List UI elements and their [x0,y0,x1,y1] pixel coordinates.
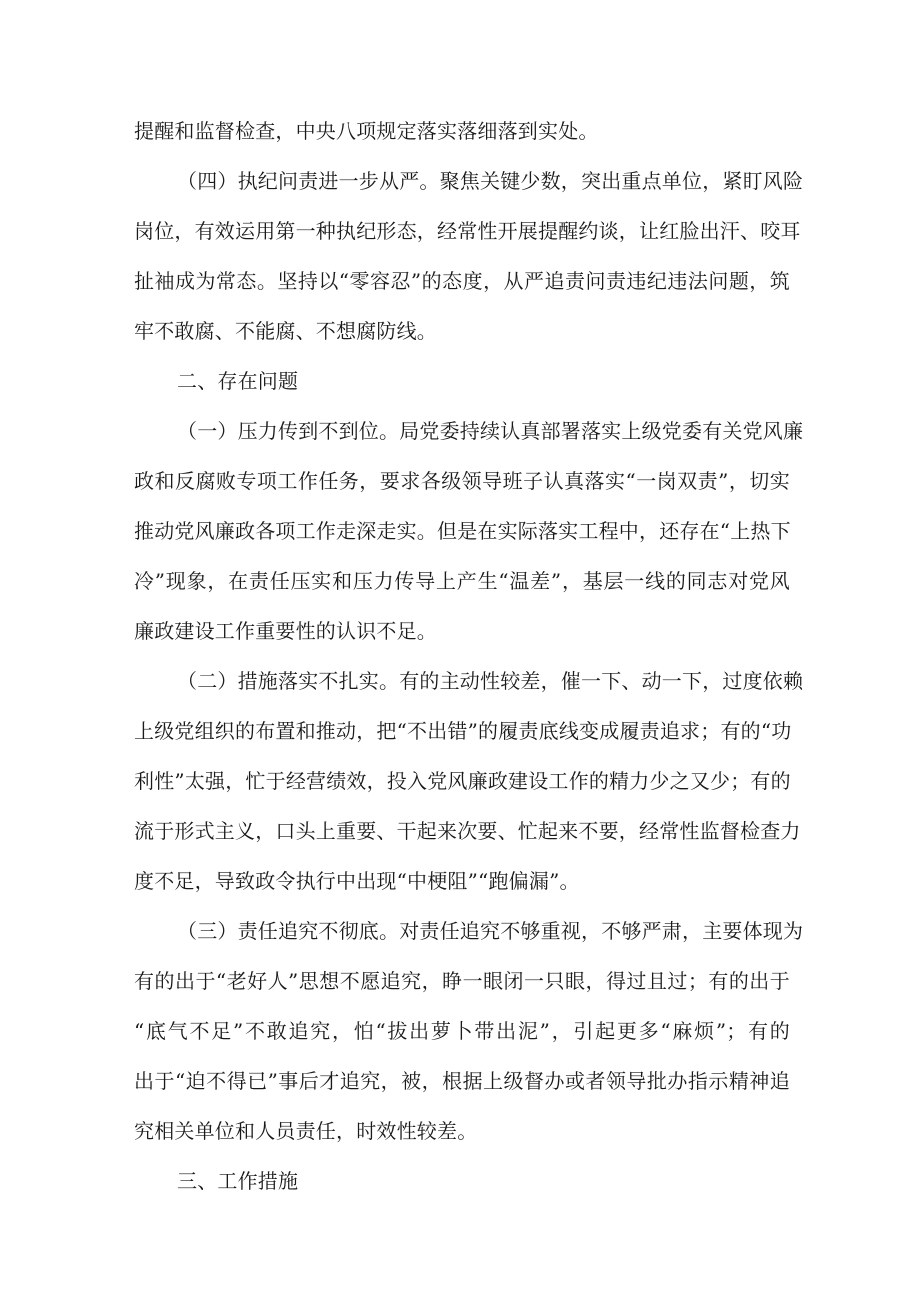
paragraph-line: 利性”太强，忙于经营绩效，投入党风廉政建设工作的精力少之又少；有的 [134,769,791,793]
paragraph-line: 度不足，导致政令执行中出现“中梗阻”“跑偏漏”。 [134,869,580,893]
paragraph-line: 究相关单位和人员责任，时效性较差。 [134,1119,478,1143]
paragraph-line: 扯袖成为常态。坚持以“零容忍”的态度，从严追责问责违纪违法问题，筑 [134,269,790,293]
paragraph-line: 提醒和监督检查，中央八项规定落实落细落到实处。 [134,119,599,143]
paragraph-line: （二）措施落实不扎实。有的主动性较差，催一下、动一下，过度依赖 [177,669,804,693]
paragraph-line: 冷”现象，在责任压实和压力传导上产生“温差”，基层一线的同志对党风 [134,569,790,593]
paragraph-line: 政和反腐败专项工作任务，要求各级领导班子认真落实“一岗双责”，切实 [134,469,790,493]
paragraph-line: 上级党组织的布置和推动，把“不出错”的履责底线变成履责追求；有的“功 [134,719,792,743]
section-heading: 三、工作措施 [177,1169,299,1193]
paragraph-line: 出于“迫不得已”事后才追究，被，根据上级督办或者领导批办指示精神追 [134,1069,790,1093]
paragraph-line: 牢不敢腐、不能腐、不想腐防线。 [134,319,437,343]
paragraph-line: 流于形式主义，口头上重要、干起来次要、忙起来不要，经常性监督检查力 [134,819,801,843]
paragraph-line: （三）责任追究不彻底。对责任追究不够重视，不够严肃，主要体现为 [177,919,804,943]
paragraph-line: 廉政建设工作重要性的认识不足。 [134,619,437,643]
paragraph-line: 岗位，有效运用第一种执纪形态，经常性开展提醒约谈，让红脸出汗、咬耳 [134,219,801,243]
section-heading: 二、存在问题 [177,369,299,393]
paragraph-line: 有的出于“老好人”思想不愿追究，睁一眼闭一只眼，得过且过；有的出于 [134,969,790,993]
paragraph-line: 推动党风廉政各项工作走深走实。但是在实际落实工程中，还存在“上热下 [134,519,791,543]
paragraph-line: （四）执纪问责进一步从严。聚焦关键少数，突出重点单位，紧盯风险 [177,169,804,193]
paragraph-line: “底气不足”不敢追究，怕“拔出萝卜带出泥”，引起更多“麻烦”；有的 [134,1019,790,1043]
paragraph-line: （一）压力传到不到位。局党委持续认真部署落实上级党委有关党风廉 [177,419,804,443]
